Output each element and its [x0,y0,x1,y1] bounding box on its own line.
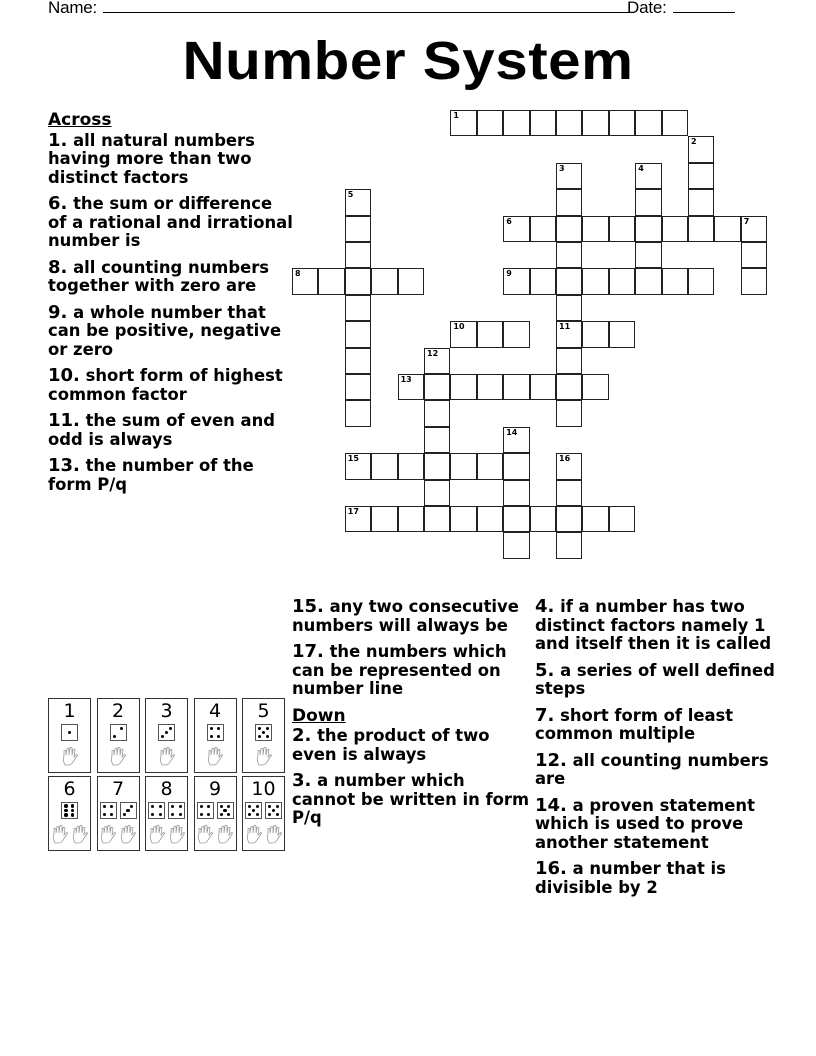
hands-group [195,824,236,849]
crossword-cell[interactable] [556,532,582,558]
crossword-cell[interactable] [424,374,450,400]
crossword-cell[interactable] [318,268,344,294]
crossword-cell[interactable] [450,453,476,479]
crossword-cell[interactable] [530,110,556,136]
crossword-cell[interactable] [398,374,424,400]
date-label: Date: [627,0,667,17]
clue-11 [48,412,293,449]
cell-clue-number: 17 [347,507,359,516]
name-label: Name: [48,0,98,17]
crossword-cell[interactable] [741,242,767,268]
counting-card-1 [48,698,91,773]
crossword-cell[interactable] [582,268,608,294]
crossword-cell[interactable] [450,321,476,347]
counting-card-6 [48,776,91,851]
crossword-cell[interactable] [609,216,635,242]
crossword-cell[interactable] [556,110,582,136]
dice-group [195,724,236,741]
crossword-cell[interactable] [582,216,608,242]
card-number: 3 [160,700,173,722]
crossword-cell[interactable] [556,400,582,426]
hands-group [98,746,139,771]
clue-number: 16. [535,858,567,879]
crossword-cell[interactable] [530,216,556,242]
crossword-cell[interactable] [635,268,661,294]
crossword-cell[interactable] [503,532,529,558]
clue-7 [535,704,785,744]
four-finger-hand-icon [206,746,224,771]
crossword-cell[interactable] [345,400,371,426]
down-heading: Down [292,705,346,726]
crossword-cell[interactable] [635,242,661,268]
crossword-cell[interactable] [424,348,450,374]
card-number: 4 [208,700,222,722]
card-number: 9 [208,778,222,800]
crossword-cell[interactable] [450,110,476,136]
crossword-cell[interactable] [556,506,582,532]
cell-clue-number: 3 [559,163,565,173]
three-finger-hand-icon [158,746,176,771]
clue-text: all counting numbers are [535,750,769,788]
clue-text: a number which cannot be written in form P/q [292,771,530,827]
card-number: 10 [251,778,276,800]
crossword-cell[interactable] [477,321,503,347]
crossword-cell[interactable] [503,216,529,242]
dice-group [49,724,90,741]
clue-number: 5. [535,659,555,681]
hands-group [243,746,284,771]
crossword-cell[interactable] [345,268,371,294]
crossword-cell[interactable] [556,242,582,268]
card-number: 2 [111,700,125,722]
two-finger-hand-icon [119,824,137,849]
die-icon-1 [61,724,78,741]
clue-number: 9. [48,301,68,323]
die-icon-4 [168,802,185,819]
crossword-cell[interactable] [714,216,740,242]
clue-number: 11. [48,410,80,431]
crossword-cell[interactable] [398,506,424,532]
crossword-cell[interactable] [688,136,714,162]
date-blank-line[interactable] [673,0,735,13]
crossword-cell[interactable] [635,110,661,136]
open-hand-icon [99,824,117,849]
crossword-cell[interactable] [688,189,714,215]
clue-2 [292,727,532,764]
die-icon-2 [110,724,127,741]
crossword-cell[interactable] [556,216,582,242]
clue-text: the product of two even is always [292,726,490,764]
clue-text: all counting numbers together with zero are [48,257,270,295]
cell-clue-number: 4 [638,163,644,173]
crossword-cell[interactable] [662,268,688,294]
dice-group [146,802,187,819]
clue-17 [292,643,532,699]
crossword-cell[interactable] [741,268,767,294]
four-finger-hand-icon [216,824,234,849]
clue-number: 10. [48,365,80,386]
crossword-cell[interactable] [345,348,371,374]
hands-group [146,746,187,771]
crossword-cell[interactable] [662,110,688,136]
dice-group [49,802,90,819]
die-icon-4 [100,802,117,819]
counting-card-10 [242,776,285,851]
clue-text: all natural numbers having more than two distinct factors [48,130,255,187]
crossword-cell[interactable] [503,453,529,479]
die-icon-5 [255,724,272,741]
crossword-cell[interactable] [345,453,371,479]
counting-card-2 [97,698,140,773]
clue-text: a series of well defined steps [535,660,775,698]
crossword-cell[interactable] [530,268,556,294]
clue-9 [48,301,293,360]
crossword-cell[interactable] [345,216,371,242]
clue-number: 8. [48,256,68,278]
clue-6 [48,195,293,251]
clue-number: 15. [292,596,324,617]
crossword-cell[interactable] [450,374,476,400]
crossword-cell[interactable] [292,268,318,294]
crossword-cell[interactable] [345,506,371,532]
counting-card-8 [145,776,188,851]
crossword-cell[interactable] [503,506,529,532]
clue-4 [535,598,785,654]
clue-13 [48,457,293,494]
clue-number: 12. [535,749,567,771]
open-hand-icon [245,824,263,849]
crossword-cell[interactable] [503,110,529,136]
counting-card-4 [194,698,237,773]
page-title: Number System [182,31,634,91]
clue-10 [48,367,293,404]
crossword-cell[interactable] [556,295,582,321]
crossword-cell[interactable] [345,295,371,321]
clue-14 [535,794,785,853]
crossword-cell[interactable] [556,374,582,400]
crossword-cell[interactable] [503,427,529,453]
crossword-cell[interactable] [345,189,371,215]
clue-number: 13. [48,455,80,476]
crossword-cell[interactable] [609,321,635,347]
clue-text: the numbers which can be represented on number line [292,642,507,698]
date-field[interactable] [627,0,735,18]
clue-3 [292,772,532,828]
thumb-up-hand-icon [71,824,89,849]
crossword-cell[interactable] [635,163,661,189]
clue-number: 2. [292,725,312,746]
clue-number: 4. [535,596,555,617]
cell-clue-number: 13 [400,375,412,384]
clue-text: the sum of even and odd is always [48,411,275,449]
die-icon-5 [245,802,262,819]
clue-text: short form of least common multiple [535,705,734,743]
clue-text: a proven statement which is used to prove another statement [535,795,755,852]
crossword-cell[interactable] [503,480,529,506]
dice-group [146,724,187,741]
crossword-cell[interactable] [398,268,424,294]
crossword-cell[interactable] [556,268,582,294]
clue-text: the number of the form P/q [48,456,254,494]
clue-number: 7. [535,704,555,726]
clue-text: if a number has two distinct factors namely 1 and itself then it is called [535,597,772,653]
counting-card-9 [194,776,237,851]
crossword-cell[interactable] [530,374,556,400]
clue-15 [292,598,532,635]
crossword-cell[interactable] [556,480,582,506]
clue-8 [48,256,293,296]
hands-group [49,746,90,771]
crossword-cell[interactable] [530,506,556,532]
crossword-cell[interactable] [424,506,450,532]
crossword-cell[interactable] [556,348,582,374]
crossword-cell[interactable] [503,321,529,347]
die-icon-5 [265,802,282,819]
die-icon-4 [207,724,224,741]
cell-clue-number: 12 [427,348,439,358]
counting-card-3 [145,698,188,773]
crossword-cell[interactable] [582,110,608,136]
die-icon-4 [148,802,165,819]
crossword-cell[interactable] [556,453,582,479]
clue-number: 14. [535,794,567,816]
crossword-cell[interactable] [398,453,424,479]
clue-number: 17. [292,641,324,662]
clue-text: any two consecutive numbers will always be [292,597,519,635]
cell-clue-number: 8 [295,269,301,279]
die-icon-5 [217,802,234,819]
hands-group [195,746,236,771]
crossword-cell[interactable] [635,189,661,215]
cell-clue-number: 9 [506,269,512,279]
dice-group [195,802,236,819]
dice-group [98,802,139,819]
card-number: 7 [111,778,125,800]
two-finger-hand-icon [109,746,127,771]
across-heading: Across [48,110,112,130]
crossword-cell[interactable] [477,110,503,136]
cell-clue-number: 7 [743,216,750,226]
crossword-cell[interactable] [345,321,371,347]
hands-group [243,824,284,849]
clues-column-left [48,111,293,502]
clue-number: 6. [48,193,68,214]
one-finger-hand-icon [61,746,79,771]
cell-clue-number: 6 [506,216,512,226]
clue-number: 3. [292,770,312,791]
clue-5 [535,659,785,699]
crossword-cell[interactable] [662,216,688,242]
crossword-cell[interactable] [556,321,582,347]
crossword-cell[interactable] [371,506,397,532]
clue-text: a whole number that can be positive, negative or zero [48,302,282,359]
crossword-cell[interactable] [424,453,450,479]
cell-clue-number: 15 [347,454,359,464]
clues-column-right [535,598,785,905]
crossword-cell[interactable] [424,427,450,453]
name-field[interactable] [48,0,634,18]
three-finger-hand-icon [168,824,186,849]
crossword-cell[interactable] [556,163,582,189]
open-hand-icon [148,824,166,849]
card-number: 8 [160,778,173,800]
open-hand-icon [196,824,214,849]
card-number: 6 [63,778,76,800]
card-number: 5 [257,700,270,722]
crossword-cell[interactable] [635,216,661,242]
crossword-cell[interactable] [582,374,608,400]
hands-group [146,824,187,849]
crossword-cell[interactable] [688,216,714,242]
clue-text: the sum or difference of a rational and irrational number is [48,194,293,250]
crossword-cell[interactable] [688,268,714,294]
cell-clue-number: 11 [559,322,571,332]
crossword-cell[interactable] [503,374,529,400]
die-icon-3 [158,724,175,741]
crossword-cell[interactable] [477,453,503,479]
clue-number: 1. [48,129,68,151]
dice-group [243,724,284,741]
crossword-cell[interactable] [450,506,476,532]
crossword-cell[interactable] [582,506,608,532]
crossword-cell[interactable] [556,189,582,215]
counting-card-7 [97,776,140,851]
open-hand-icon [255,746,273,771]
die-icon-4 [197,802,214,819]
card-number: 1 [63,700,76,722]
hands-group [49,824,90,849]
counting-card-5 [242,698,285,773]
crossword-cell[interactable] [371,268,397,294]
crossword-cell[interactable] [503,268,529,294]
crossword-cell[interactable] [424,400,450,426]
crossword-cell[interactable] [345,374,371,400]
crossword-cell[interactable] [609,506,635,532]
cell-clue-number: 2 [691,137,697,147]
crossword-cell[interactable] [371,453,397,479]
cell-clue-number: 16 [559,454,571,464]
dice-group [98,724,139,741]
hands-group [98,824,139,849]
crossword-cell[interactable] [582,321,608,347]
dice-group [243,802,284,819]
crossword-cell[interactable] [477,374,503,400]
crossword-cell[interactable] [345,242,371,268]
crossword-cell[interactable] [741,216,767,242]
name-blank-line[interactable] [103,0,634,13]
die-icon-6 [61,802,78,819]
crossword-cell[interactable] [609,268,635,294]
clue-text: a number that is divisible by 2 [535,859,726,897]
clues-column-middle [292,598,532,836]
open-hand-icon [265,824,283,849]
clue-16 [535,860,785,897]
clue-text: short form of highest common factor [48,366,283,404]
cell-clue-number: 1 [453,111,459,120]
cell-clue-number: 5 [347,190,354,200]
cell-clue-number: 14 [506,427,518,437]
crossword-cell[interactable] [609,110,635,136]
cell-clue-number: 10 [453,322,465,332]
clue-1 [48,129,293,188]
clue-12 [535,749,785,789]
crossword-cell[interactable] [688,163,714,189]
die-icon-3 [120,802,137,819]
crossword-cell[interactable] [424,480,450,506]
crossword-cell[interactable] [477,506,503,532]
open-hand-icon [51,824,69,849]
